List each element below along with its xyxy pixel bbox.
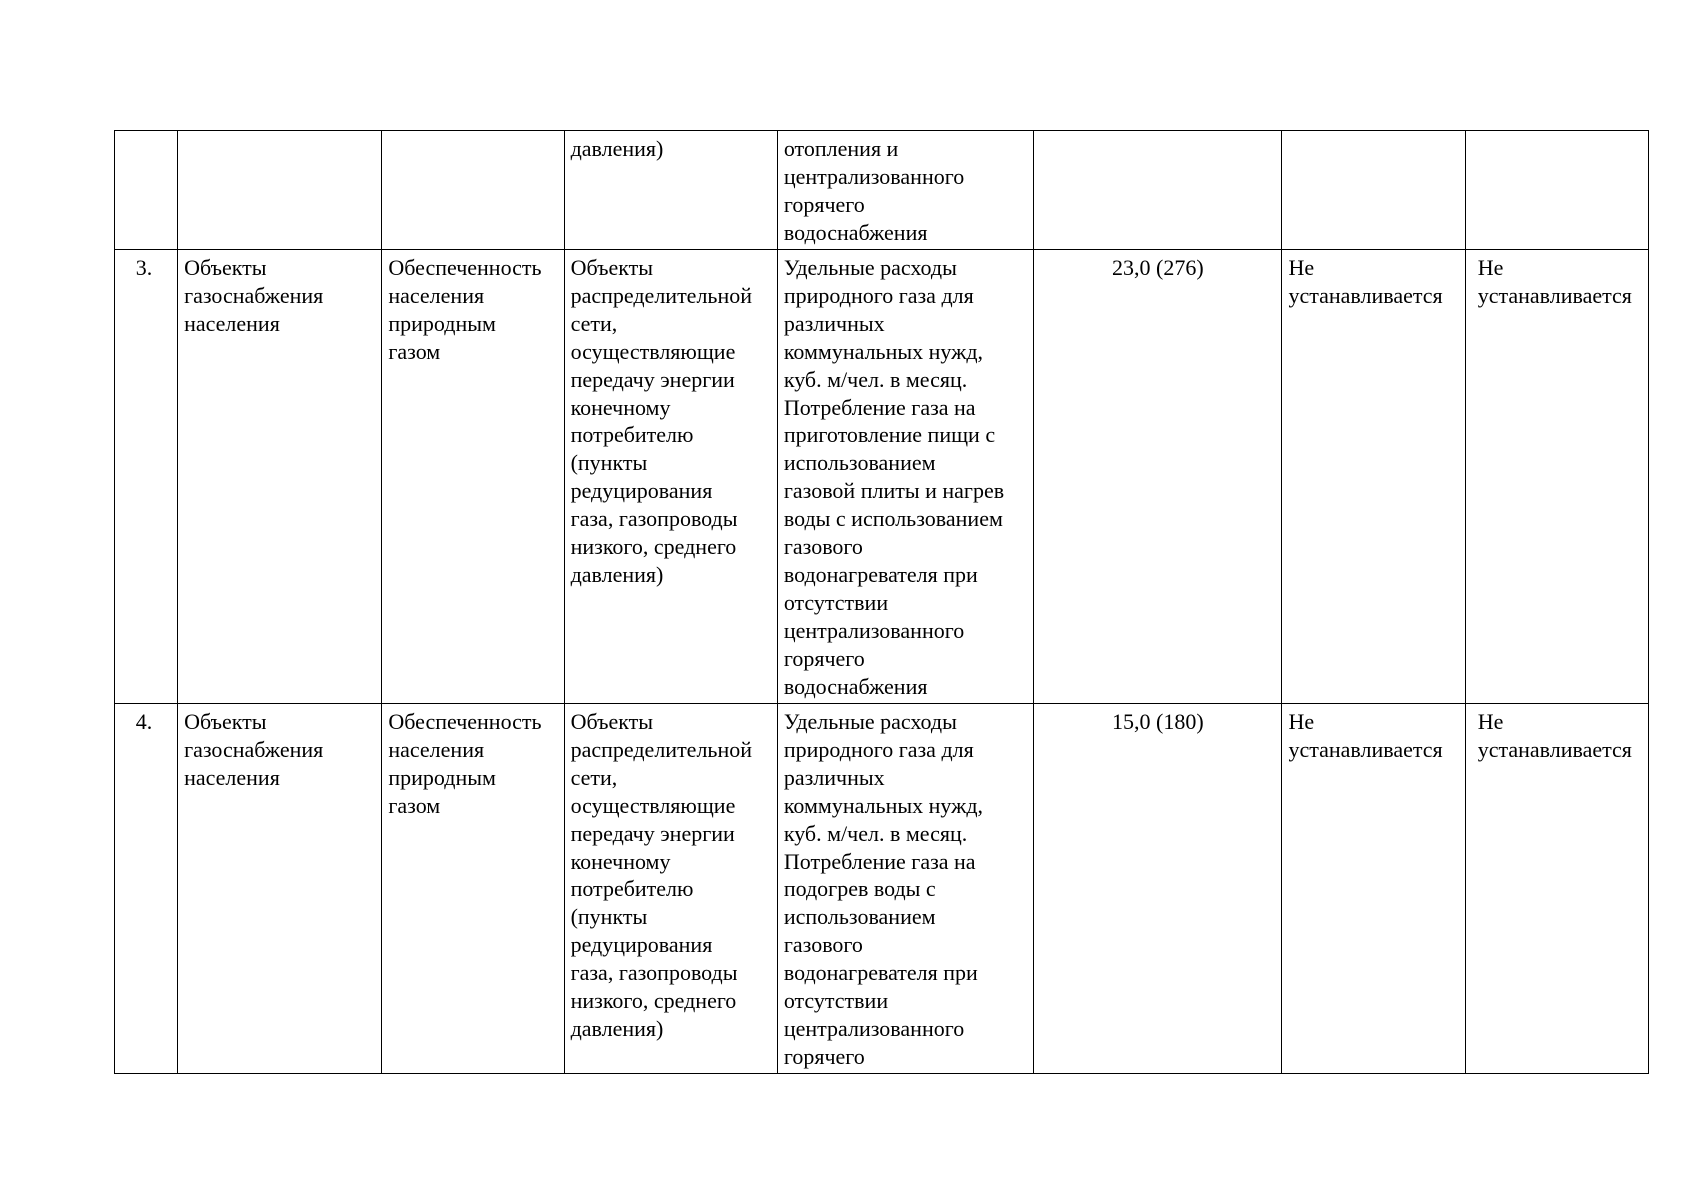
object-cell bbox=[178, 704, 382, 1074]
cell-line: низкого, среднего bbox=[570, 534, 737, 560]
table-row bbox=[115, 704, 1649, 1074]
cell-line: Не bbox=[1477, 255, 1504, 280]
cell-line: Объекты bbox=[184, 709, 267, 734]
cell-line: приготовление пищи с bbox=[783, 422, 996, 448]
cell-line: водоснабжения bbox=[783, 219, 928, 245]
spec-cell bbox=[777, 250, 1033, 704]
cell-line: распределительной bbox=[570, 736, 753, 762]
norms-table bbox=[114, 130, 1649, 1074]
cell-line: водонагревателя при bbox=[783, 960, 978, 986]
cell-line: Обеспеченность bbox=[388, 709, 542, 734]
cell-line: населения bbox=[388, 282, 485, 308]
cell-line: подогрев воды с bbox=[783, 876, 936, 902]
cell-line: давления) bbox=[570, 1015, 664, 1041]
table-row bbox=[115, 131, 1649, 250]
cell-line: коммунальных нужд, bbox=[783, 792, 984, 818]
cell-line: газоснабжения bbox=[184, 736, 324, 762]
cell-line: Обеспеченность bbox=[388, 255, 542, 280]
cell-line: Не bbox=[1288, 255, 1315, 280]
cell-line: куб. м/чел. в месяц. bbox=[783, 366, 968, 392]
cell-line: газа, газопроводы bbox=[570, 506, 738, 532]
cell-line: Объекты bbox=[570, 709, 654, 734]
cell-line: использованием bbox=[783, 904, 936, 930]
cell-line: редуцирования bbox=[570, 478, 713, 504]
cell-line: редуцирования bbox=[570, 932, 713, 958]
indicator-cell bbox=[382, 704, 564, 1074]
cell-line: водонагревателя при bbox=[783, 561, 978, 587]
cell-line: газа, газопроводы bbox=[570, 960, 738, 986]
indicator-cell bbox=[382, 250, 564, 704]
cell-line: коммунальных нужд, bbox=[783, 338, 984, 364]
cell-line: осуществляющие bbox=[570, 792, 736, 818]
cell-line: Не bbox=[1288, 709, 1315, 734]
indicator-cell bbox=[382, 131, 564, 250]
cell-line: Потребление газа на bbox=[783, 394, 976, 420]
cell-line: отсутствии bbox=[783, 589, 889, 615]
facility-cell bbox=[564, 131, 777, 250]
cell-line: устанавливается bbox=[1477, 282, 1632, 308]
max-access-cell-2 bbox=[1465, 250, 1648, 704]
cell-line: потребителю bbox=[570, 876, 694, 902]
row-number-cell: 3. bbox=[115, 250, 178, 704]
cell-line: отопления и bbox=[783, 136, 899, 161]
cell-line: Потребление газа на bbox=[783, 848, 976, 874]
cell-line: населения bbox=[184, 310, 280, 336]
cell-line: (пункты bbox=[570, 904, 648, 930]
cell-line: газоснабжения bbox=[184, 282, 324, 308]
cell-line: населения bbox=[184, 764, 280, 790]
cell-line: осуществляющие bbox=[570, 338, 736, 364]
cell-line: Не bbox=[1477, 709, 1504, 734]
max-access-cell bbox=[1282, 131, 1465, 250]
cell-line: горячего bbox=[783, 191, 865, 217]
cell-line: природным bbox=[388, 310, 496, 336]
cell-line: потребителю bbox=[570, 422, 694, 448]
cell-line: природным bbox=[388, 764, 496, 790]
cell-line: давления) bbox=[570, 561, 664, 587]
cell-line: отсутствии bbox=[783, 988, 889, 1014]
cell-line: Объекты bbox=[570, 255, 654, 280]
cell-line: водоснабжения bbox=[783, 673, 928, 699]
cell-line: различных bbox=[783, 764, 885, 790]
max-access-cell-2 bbox=[1465, 131, 1648, 250]
cell-line: газового bbox=[783, 534, 863, 560]
cell-line: горячего bbox=[783, 1043, 865, 1069]
cell-line: конечному bbox=[570, 848, 671, 874]
cell-line: населения bbox=[388, 736, 485, 762]
cell-line: сети, bbox=[570, 764, 618, 790]
cell-line: передачу энергии bbox=[570, 366, 735, 392]
object-cell bbox=[178, 131, 382, 250]
cell-line: централизованного bbox=[783, 617, 965, 643]
cell-line: конечному bbox=[570, 394, 671, 420]
max-access-cell bbox=[1282, 704, 1465, 1074]
value-cell: 23,0 (276) bbox=[1034, 250, 1282, 704]
row-number-cell: 4. bbox=[115, 704, 178, 1074]
cell-line: централизованного bbox=[783, 163, 965, 189]
cell-line: Объекты bbox=[184, 255, 267, 280]
spec-cell bbox=[777, 704, 1033, 1074]
cell-line: централизованного bbox=[783, 1015, 965, 1041]
cell-line: природного газа для bbox=[783, 736, 974, 762]
row-number-cell bbox=[115, 131, 178, 250]
cell-line: давления) bbox=[570, 136, 664, 161]
cell-line: низкого, среднего bbox=[570, 988, 737, 1014]
table-row bbox=[115, 250, 1649, 704]
facility-cell bbox=[564, 250, 777, 704]
cell-line: Удельные расходы bbox=[783, 709, 957, 734]
object-cell bbox=[178, 250, 382, 704]
value-cell bbox=[1034, 131, 1282, 250]
cell-line: сети, bbox=[570, 310, 618, 336]
cell-line: газом bbox=[388, 792, 441, 818]
cell-line: распределительной bbox=[570, 282, 753, 308]
cell-line: горячего bbox=[783, 645, 865, 671]
cell-line: использованием bbox=[783, 450, 936, 476]
facility-cell bbox=[564, 704, 777, 1074]
cell-line: различных bbox=[783, 310, 885, 336]
cell-line: передачу энергии bbox=[570, 820, 735, 846]
spec-cell bbox=[777, 131, 1033, 250]
value-cell: 15,0 (180) bbox=[1034, 704, 1282, 1074]
cell-line: Удельные расходы bbox=[783, 255, 957, 280]
cell-line: природного газа для bbox=[783, 282, 974, 308]
cell-line: газом bbox=[388, 338, 441, 364]
cell-line: куб. м/чел. в месяц. bbox=[783, 820, 968, 846]
cell-line: воды с использованием bbox=[783, 506, 1003, 532]
cell-line: устанавливается bbox=[1288, 282, 1443, 308]
max-access-cell-2 bbox=[1465, 704, 1648, 1074]
cell-line: газового bbox=[783, 932, 863, 958]
max-access-cell bbox=[1282, 250, 1465, 704]
cell-line: устанавливается bbox=[1288, 736, 1443, 762]
cell-line: устанавливается bbox=[1477, 736, 1632, 762]
cell-line: (пункты bbox=[570, 450, 648, 476]
cell-line: газовой плиты и нагрев bbox=[783, 478, 1005, 504]
